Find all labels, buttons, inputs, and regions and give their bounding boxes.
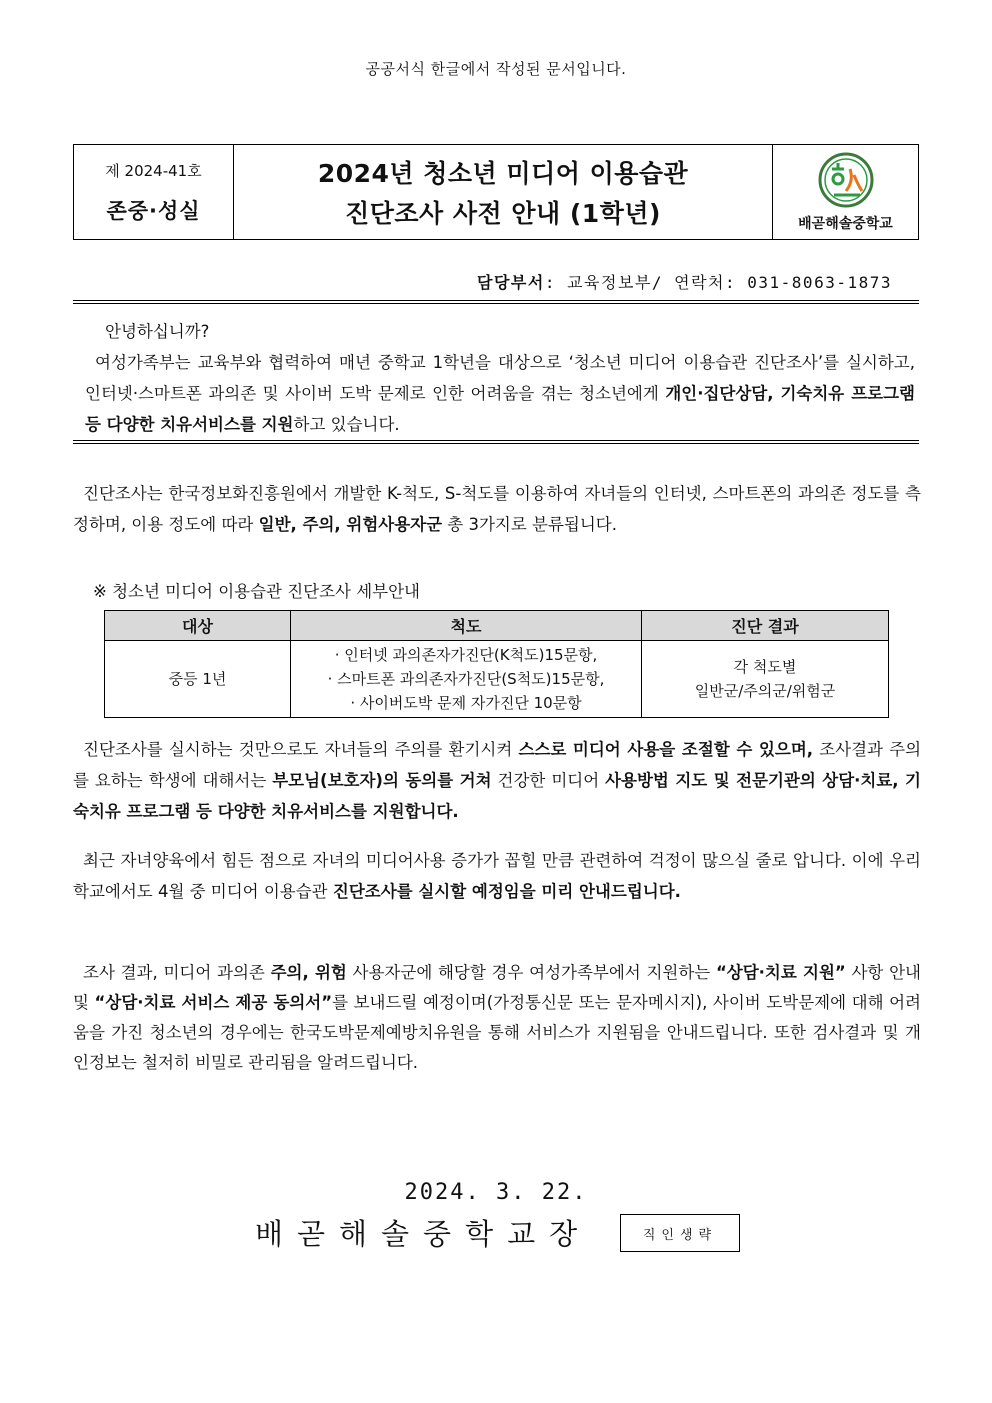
contact-value: : 교육정보부/ 연락처: 031-8063-1873 <box>544 273 892 292</box>
paragraph-schedule <box>73 845 921 907</box>
school-motto: 존중·성실 <box>106 198 201 223</box>
principal-signature: 배곧해솔중학교장 <box>255 1217 592 1251</box>
contact-info <box>477 270 892 293</box>
para4-bold: “상담·치료 지원” <box>715 963 846 982</box>
divider-top <box>73 300 919 304</box>
para4-text: 사항 안내 및 <box>73 963 921 1012</box>
para4-text: 를 보내드릴 예정이며(가정통신문 또는 문자메시지), 사이버 도박문제에 대해 어려움을 가진 청소년의 경우에는 한국도박문제예방치유원을 통해 서비스가 지원됨을 안내드립니다. 또한 검사결과 및 개인정보는 철저히 비밀로 관리됨을 알려드립니다. <box>73 993 921 1072</box>
para4-text: 조사 결과, 미디어 과의존 <box>83 963 271 982</box>
table-caption: ※ 청소년 미디어 이용습관 진단조사 세부안내 <box>93 582 420 601</box>
paragraph-effects <box>73 734 921 827</box>
paragraph-followup <box>73 958 921 1078</box>
header-result: 진단 결과 <box>642 611 889 641</box>
para2-text: 건강한 미디어 <box>491 771 606 790</box>
cell-result <box>642 641 889 718</box>
school-emblem-icon <box>814 151 878 209</box>
header-title-cell <box>234 145 772 239</box>
school-name-label: 배곧해솔중학교 <box>798 216 893 232</box>
header-target: 대상 <box>105 611 291 641</box>
scale-line-gambling: · 사이버도박 문제 자가진단 10문항 <box>350 694 582 712</box>
para2-bold: 스스로 미디어 사용을 조절할 수 있으며, <box>518 740 814 759</box>
para2-bold: 사용방법 지도 및 전문기관의 상담·치료, 기숙치유 프로그램 등 다양한 치유서비스를 지원합니다. <box>73 771 921 821</box>
seal-omitted-box: 직인생략 <box>620 1214 740 1252</box>
para4-bold: “상담·치료 서비스 제공 동의서” <box>94 993 333 1012</box>
para4-text: 사용자군에 해당할 경우 여성가족부에서 지원하는 <box>346 963 716 982</box>
title-line-1: 2024년 청소년 미디어 이용습관 <box>317 159 689 188</box>
para2-text: 진단조사를 실시하는 것만으로도 자녀들의 주의를 환기시켜 <box>83 740 519 759</box>
cell-target: 중등 1년 <box>105 641 291 718</box>
divider-bottom <box>73 440 919 444</box>
document-date: 2024. 3. 22. <box>404 1180 588 1205</box>
survey-detail-table <box>104 610 889 718</box>
header-left-cell <box>74 145 234 239</box>
para1-bold: 일반, 주의, 위험사용자군 <box>258 515 443 534</box>
para1-text: 진단조사는 한국정보화진흥원에서 개발한 K-척도, S-척도를 이용하여 자녀들의 인터넷, 스마트폰의 과의존 정도를 측정하며, 이용 정도에 따라 <box>73 484 921 534</box>
issue-number: 제 2024-41호 <box>105 161 202 180</box>
para3-text: 최근 자녀양육에서 힘든 점으로 자녀의 미디어사용 증가가 꼽힐 만큼 관련하여 걱정이 많으실 줄로 압니다. 이에 우리 학교에서도 4월 중 미디어 이용습관 <box>73 851 921 901</box>
title-line-2: 진단조사 사전 안내 (1학년) <box>345 199 661 228</box>
intro-body <box>85 347 915 440</box>
intro-text: 여성가족부는 교육부와 협력하여 매년 중학교 1학년을 대상으로 ‘청소년 미디어 이용습관 진단조사’를 실시하고, 인터넷·스마트폰 과의존 및 사이버 도박 문제로 인한 어려움을 겪는 청소년에게 <box>85 353 915 403</box>
para4-bold: 주의, 위험 <box>270 963 347 982</box>
intro-bold-text: 개인·집단상담, 기숙치유 프로그램 등 다양한 치유서비스를 지원 <box>85 384 915 434</box>
document-header <box>73 144 919 240</box>
cell-scale <box>291 641 642 718</box>
para2-text: 조사결과 주의를 요하는 학생에 대해서는 <box>73 740 922 790</box>
table-header-row <box>105 611 889 641</box>
intro-section <box>85 316 915 440</box>
scale-line-smartphone: · 스마트폰 과의존자가진단(S척도)15문항, <box>327 670 605 688</box>
table-row <box>105 641 889 718</box>
para3-bold: 진단조사를 실시할 예정임을 미리 안내드립니다. <box>332 882 681 901</box>
document-origin-note: 공공서식 한글에서 작성된 문서입니다. <box>365 60 627 78</box>
header-scale: 척도 <box>291 611 642 641</box>
result-line-2: 일반군/주의군/위험군 <box>694 682 836 700</box>
paragraph-classification <box>73 478 921 540</box>
scale-line-internet: · 인터넷 과의존자가진단(K척도)15문항, <box>334 646 598 664</box>
contact-label: 담당부서 <box>477 273 545 292</box>
header-logo-cell <box>772 145 918 239</box>
intro-text-end: 하고 있습니다. <box>293 415 400 434</box>
result-line-1: 각 척도별 <box>733 658 797 676</box>
para2-bold: 부모님(보호자)의 동의를 거쳐 <box>272 771 492 790</box>
para1-text-end: 총 3가지로 분류됩니다. <box>442 515 617 534</box>
greeting: 안녕하십니까? <box>105 322 210 341</box>
